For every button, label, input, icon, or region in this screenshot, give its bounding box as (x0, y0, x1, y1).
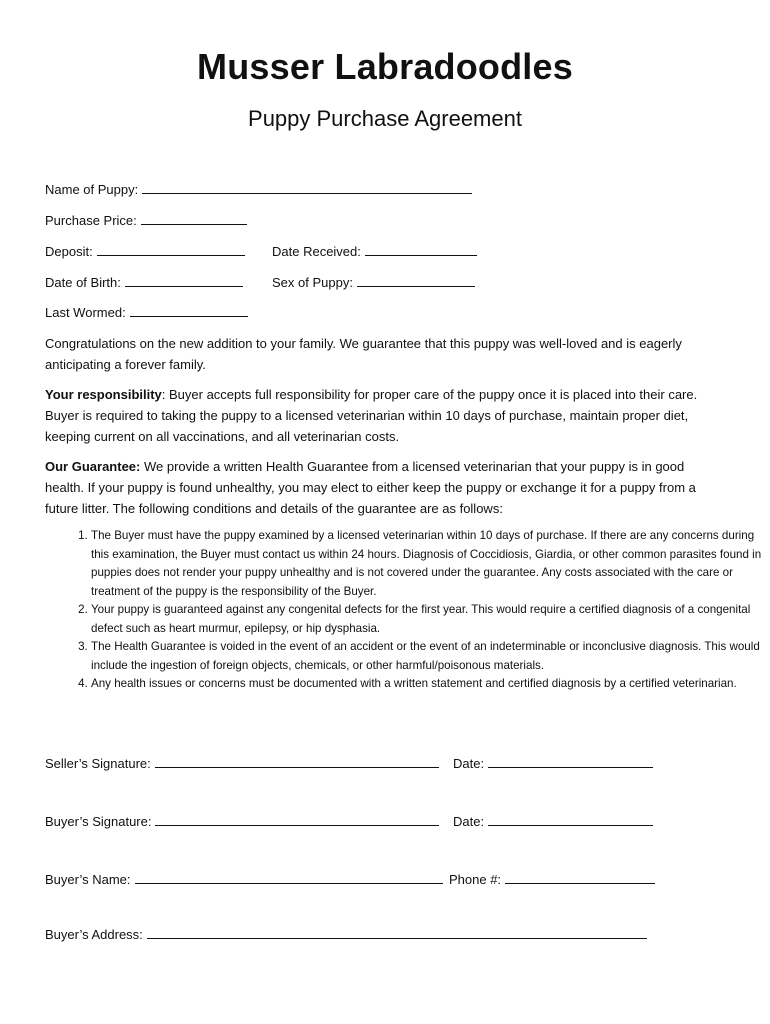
deposit-line[interactable] (97, 243, 245, 256)
buyer-address-label: Buyer’s Address: (45, 927, 143, 942)
seller-signature-field[interactable] (45, 755, 439, 771)
last-wormed-line[interactable] (130, 304, 248, 317)
name-of-puppy-field[interactable] (45, 181, 472, 197)
buyer-name-label: Buyer’s Name: (45, 872, 131, 887)
condition-item: 2. Your puppy is guaranteed against any congenital defects for the first year. This would require a certified diagnosis of a congenital defect such as heart murmur, epilepsy, or hip dysphasia. (91, 601, 770, 638)
guarantee-heading: Our Guarantee: (45, 459, 141, 474)
seller-date-label: Date: (453, 756, 485, 771)
purchase-price-line[interactable] (141, 212, 247, 225)
phone-field[interactable] (449, 871, 655, 887)
buyer-name-field[interactable] (45, 871, 443, 887)
condition-item: 3. The Health Guarantee is voided in the event of an accident or the event of an indeterminable or inconclusive diagnosis. This would include the ingestion of foreign objects, chemicals, or other harmful/poisonous materials. (91, 638, 770, 675)
buyer-date-field[interactable] (453, 813, 653, 829)
sex-of-puppy-field[interactable] (272, 274, 475, 290)
date-received-label: Date Received: (272, 244, 361, 259)
seller-signature-label: Seller’s Signature: (45, 756, 151, 771)
phone-label: Phone #: (449, 872, 502, 887)
responsibility-text: : Buyer accepts full responsibility for proper care of the puppy once it is placed into their care. Buyer is required to taking the puppy to a licensed veterinarian within 10 days of purchase, maintain proper diet, keeping current on all vaccinations, and all veterinarian costs. (45, 387, 698, 444)
seller-date-field[interactable] (453, 755, 653, 771)
buyer-name-line[interactable] (135, 871, 443, 884)
buyer-signature-field[interactable] (45, 813, 439, 829)
date-of-birth-field[interactable] (45, 274, 243, 290)
date-received-line[interactable] (365, 243, 477, 256)
purchase-price-field[interactable] (45, 212, 247, 228)
last-wormed-label: Last Wormed: (45, 305, 126, 320)
guarantee-text: We provide a written Health Guarantee from a licensed veterinarian that your puppy is in good health. If your puppy is found unhealthy, you may elect to either keep the puppy or exchange it for a puppy from a future litter. The following conditions and details of the guarantee are as follows: (45, 459, 696, 516)
buyer-signature-label: Buyer’s Signature: (45, 814, 152, 829)
seller-date-line[interactable] (488, 755, 653, 768)
responsibility-heading: Your responsibility (45, 387, 162, 402)
buyer-date-label: Date: (453, 814, 485, 829)
date-of-birth-label: Date of Birth: (45, 275, 121, 290)
name-of-puppy-label: Name of Puppy: (45, 182, 139, 197)
phone-line[interactable] (505, 871, 655, 884)
document-title: Musser Labradoodles (197, 46, 573, 87)
purchase-price-label: Purchase Price: (45, 213, 137, 228)
deposit-field[interactable] (45, 243, 245, 259)
buyer-address-field[interactable] (45, 926, 647, 942)
buyer-signature-line[interactable] (155, 813, 439, 826)
name-of-puppy-line[interactable] (142, 181, 472, 194)
buyer-date-line[interactable] (488, 813, 653, 826)
guarantee-paragraph (45, 456, 725, 519)
guarantee-conditions-list (45, 527, 770, 694)
last-wormed-field[interactable] (45, 304, 248, 320)
seller-signature-line[interactable] (155, 755, 439, 768)
sex-of-puppy-label: Sex of Puppy: (272, 275, 353, 290)
deposit-label: Deposit: (45, 244, 93, 259)
responsibility-paragraph (45, 384, 725, 447)
document-subtitle: Puppy Purchase Agreement (248, 106, 522, 131)
intro-paragraph: Congratulations on the new addition to your family. We guarantee that this puppy was well-loved and is eagerly anticipating a forever family. (45, 336, 682, 372)
condition-item: 4. Any health issues or concerns must be documented with a written statement and certified diagnosis by a certified veterinarian. (91, 675, 770, 694)
date-of-birth-line[interactable] (125, 274, 243, 287)
date-received-field[interactable] (272, 243, 477, 259)
buyer-address-line[interactable] (147, 926, 647, 939)
sex-of-puppy-line[interactable] (357, 274, 475, 287)
condition-item: 1. The Buyer must have the puppy examined by a licensed veterinarian within 10 days of purchase. If there are any concerns during this examination, the Buyer must contact us within 24 hours. Diagnosis of Coccidiosis, Giardia, or other common parasites found in puppies does not render your puppy unhealthy and is not covered under the guarantee. Any costs associated with the care or treatment of the puppy is the responsibility of the Buyer. (91, 527, 770, 601)
